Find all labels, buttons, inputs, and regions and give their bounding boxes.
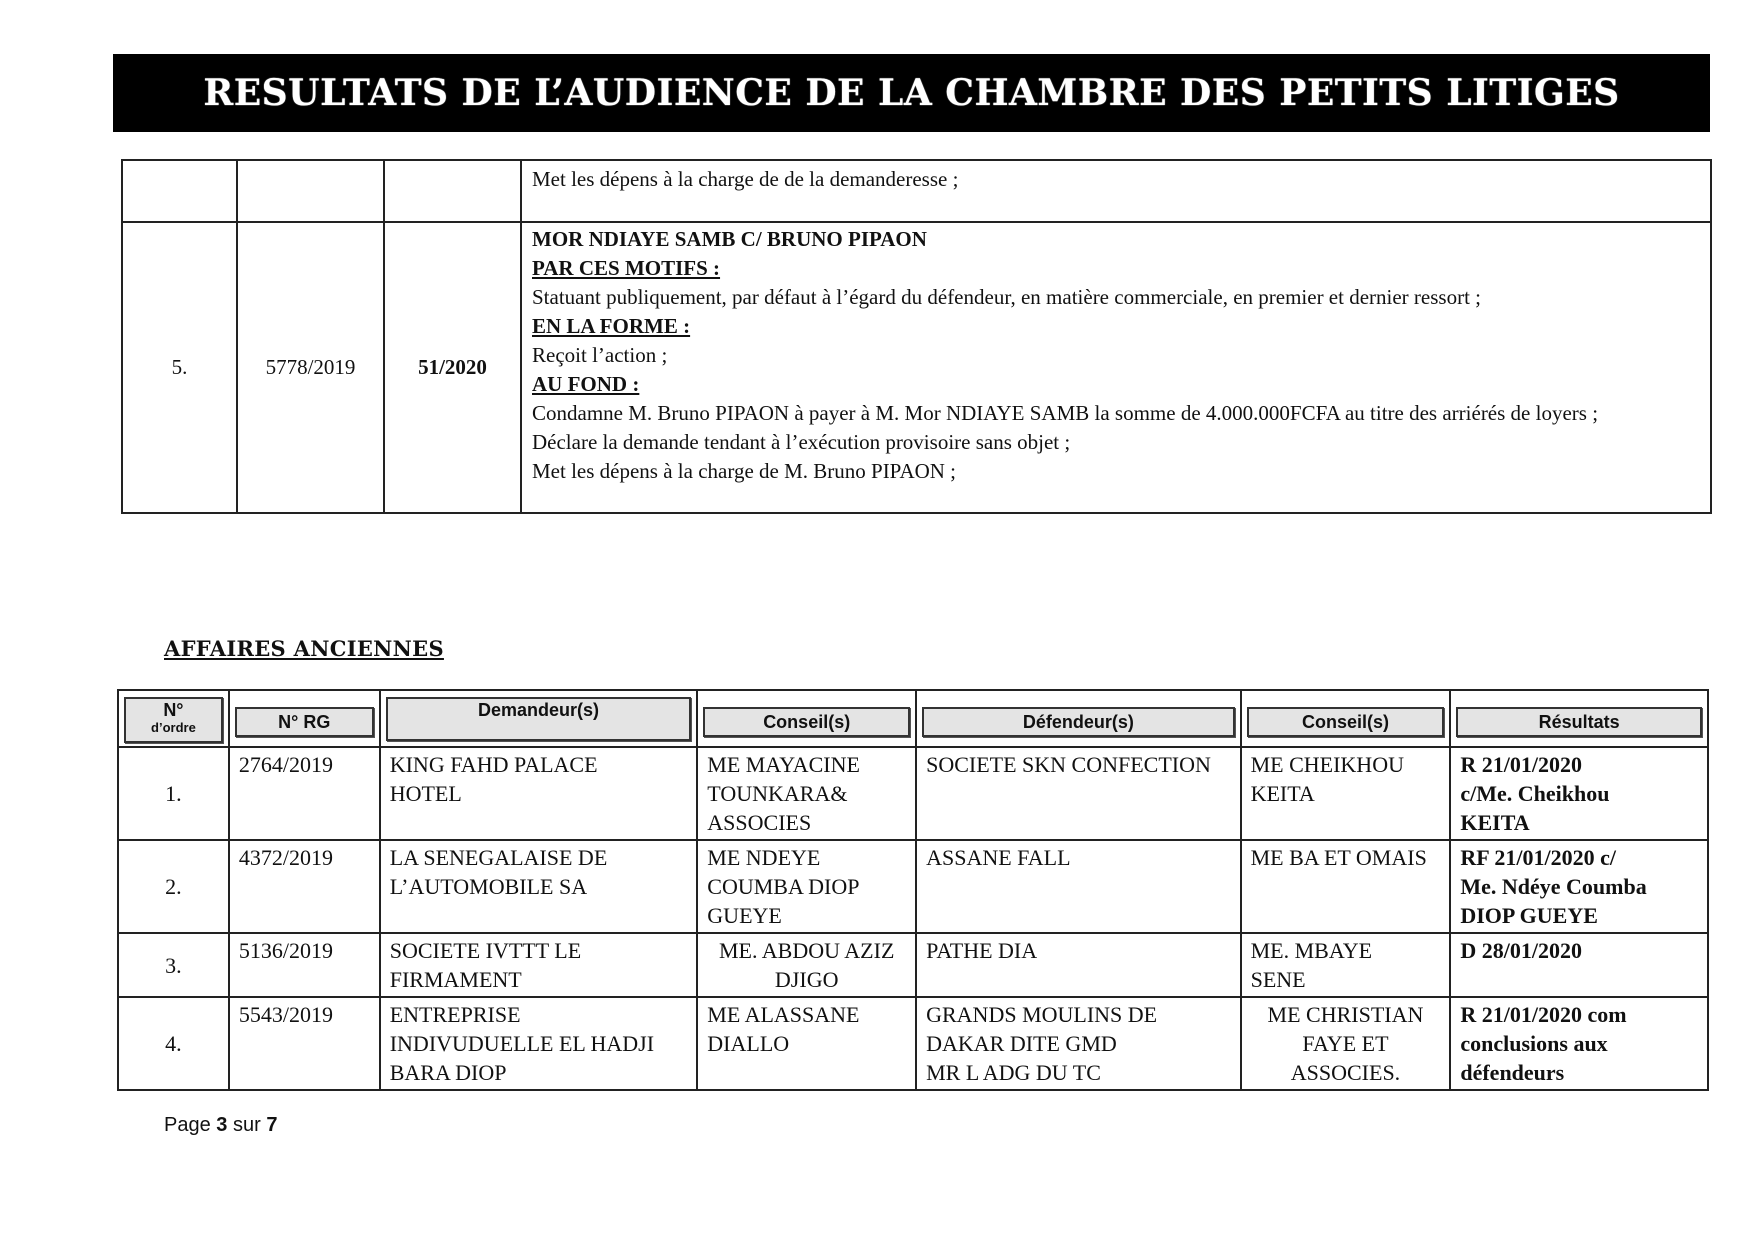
header-conseil-1: Conseil(s): [697, 690, 916, 747]
cell-rg: 4372/2019: [229, 840, 380, 933]
cell-line: BARA DIOP: [389, 1060, 507, 1085]
section-title: AFFAIRES ANCIENNES: [164, 636, 444, 661]
cell-conseil-1: [697, 933, 916, 997]
cell-line: conclusions aux: [1460, 1031, 1608, 1056]
cell-line: MR L ADG DU TC: [926, 1060, 1101, 1085]
table-row: [122, 222, 1711, 513]
cell-conseil-1: [697, 747, 916, 840]
cell-defendeur: [916, 840, 1240, 933]
page-footer: Page 3 sur 7: [164, 1114, 278, 1136]
cell-demandeur: [380, 840, 698, 933]
cell-defendeur: [916, 933, 1240, 997]
table-row: [122, 160, 1711, 222]
cell-conseil-1: [697, 840, 916, 933]
cell-line: D 28/01/2020: [1460, 938, 1582, 963]
cell-resultat: [1450, 997, 1708, 1090]
cell-demandeur: [380, 933, 698, 997]
parties-line: MOR NDIAYE SAMB C/ BRUNO PIPAON: [532, 227, 927, 251]
cases-body: [118, 747, 1708, 1090]
table-header-row: [118, 690, 1708, 747]
motifs-heading: PAR CES MOTIFS :: [532, 256, 721, 280]
cell-line: INDIVUDUELLE EL HADJI: [389, 1031, 655, 1056]
cell-line: TOUNKARA&: [707, 781, 848, 806]
cell-jugement: 51/2020: [384, 222, 521, 513]
cell-line: ME NDEYE: [707, 845, 821, 870]
cell-line: ME. MBAYE: [1250, 938, 1373, 963]
cell-line: DIOP GUEYE: [1460, 903, 1598, 928]
cell-line: R 21/01/2020: [1460, 752, 1582, 777]
cell-continued-text: Met les dépens à la charge de de la demanderesse ;: [521, 160, 1711, 222]
cell-demandeur: [380, 747, 698, 840]
table-row: [118, 747, 1708, 840]
cell-line: FAYE ET: [1302, 1031, 1389, 1056]
cell-line: ME ALASSANE: [707, 1002, 860, 1027]
cell-resultat: [1450, 933, 1708, 997]
cell-line: défendeurs: [1460, 1060, 1565, 1085]
table-row: [118, 933, 1708, 997]
recoit-text: Reçoit l’action ;: [532, 343, 668, 367]
cell-rg: [237, 160, 384, 222]
cell-decision: [521, 222, 1711, 513]
cell-line: ENTREPRISE: [389, 1002, 521, 1027]
table-row: [118, 840, 1708, 933]
cell-line: COUMBA DIOP: [707, 874, 860, 899]
cell-line: FIRMAMENT: [389, 967, 522, 992]
cell-defendeur: [916, 747, 1240, 840]
header-banner: [113, 54, 1710, 132]
table-row: [118, 997, 1708, 1090]
cell-line: ASSOCIES: [707, 810, 812, 835]
cell-line: ME CHEIKHOU: [1250, 752, 1404, 777]
cell-line: ME CHRISTIAN: [1267, 1002, 1424, 1027]
cell-line: L’AUTOMOBILE SA: [389, 874, 588, 899]
cell-line: SOCIETE IVTTT LE: [389, 938, 582, 963]
cell-line: RF 21/01/2020 c/: [1460, 845, 1616, 870]
cell-resultat: [1450, 747, 1708, 840]
cell-ordre: 1.: [118, 747, 229, 840]
cell-line: KING FAHD PALACE: [389, 752, 598, 777]
header-rg: N° RG: [229, 690, 380, 747]
cell-rg: 5136/2019: [229, 933, 380, 997]
cell-num: 5.: [122, 222, 237, 513]
depens-text: Met les dépens à la charge de M. Bruno PIPAON ;: [532, 459, 957, 483]
cell-line: KEITA: [1460, 810, 1530, 835]
header-resultats: Résultats: [1450, 690, 1708, 747]
cell-line: R 21/01/2020 com: [1460, 1002, 1627, 1027]
cases-table: [117, 689, 1709, 1091]
cell-conseil-2: [1241, 997, 1451, 1090]
cell-line: SENE: [1250, 967, 1306, 992]
header-ordre: N° d’ordre: [118, 690, 229, 747]
cell-conseil-1: [697, 997, 916, 1090]
cell-line: ME MAYACINE: [707, 752, 860, 777]
cell-rg: 2764/2019: [229, 747, 380, 840]
cell-ordre: 4.: [118, 997, 229, 1090]
cell-conseil-2: [1241, 933, 1451, 997]
cell-defendeur: [916, 997, 1240, 1090]
forme-heading: EN LA FORME :: [532, 314, 691, 338]
cell-line: GUEYE: [707, 903, 782, 928]
condamne-text: Condamne M. Bruno PIPAON à payer à M. Mor NDIAYE SAMB la somme de 4.000.000FCFA au titre des arriérés de loyers ;: [532, 401, 1599, 425]
cell-resultat: [1450, 840, 1708, 933]
cell-rg: 5778/2019: [237, 222, 384, 513]
cell-conseil-2: [1241, 747, 1451, 840]
cell-line: LA SENEGALAISE DE: [389, 845, 608, 870]
cell-num: [122, 160, 237, 222]
cell-line: PATHE DIA: [926, 938, 1038, 963]
cell-line: DIALLO: [707, 1031, 790, 1056]
cell-line: ASSOCIES.: [1290, 1060, 1401, 1085]
cell-jugement: [384, 160, 521, 222]
cell-conseil-2: [1241, 840, 1451, 933]
cell-line: c/Me. Cheikhou: [1460, 781, 1610, 806]
cell-line: ASSANE FALL: [926, 845, 1071, 870]
statuant-text: Statuant publiquement, par défaut à l’égard du défendeur, en matière commerciale, en premier et dernier ressort ;: [532, 285, 1481, 309]
cell-ordre: 3.: [118, 933, 229, 997]
cell-line: DJIGO: [774, 967, 839, 992]
cell-demandeur: [380, 997, 698, 1090]
judgment-table: [121, 159, 1712, 514]
declare-text: Déclare la demande tendant à l’exécution provisoire sans objet ;: [532, 430, 1071, 454]
header-conseil-2: Conseil(s): [1241, 690, 1451, 747]
cell-line: GRANDS MOULINS DE: [926, 1002, 1158, 1027]
header-defendeur: Défendeur(s): [916, 690, 1240, 747]
header-demandeur: Demandeur(s): [380, 690, 698, 747]
cell-line: HOTEL: [389, 781, 462, 806]
cell-rg: 5543/2019: [229, 997, 380, 1090]
cell-line: Me. Ndéye Coumba: [1460, 874, 1647, 899]
cell-line: ME. ABDOU AZIZ: [719, 938, 895, 963]
page-title: RESULTATS DE L’AUDIENCE DE LA CHAMBRE DES PETITS LITIGES: [203, 72, 1620, 114]
cell-line: DAKAR DITE GMD: [926, 1031, 1117, 1056]
cell-line: ME BA ET OMAIS: [1250, 845, 1427, 870]
cell-ordre: 2.: [118, 840, 229, 933]
fond-heading: AU FOND :: [532, 372, 640, 396]
cell-line: SOCIETE SKN CONFECTION: [926, 752, 1211, 777]
cell-line: KEITA: [1250, 781, 1315, 806]
